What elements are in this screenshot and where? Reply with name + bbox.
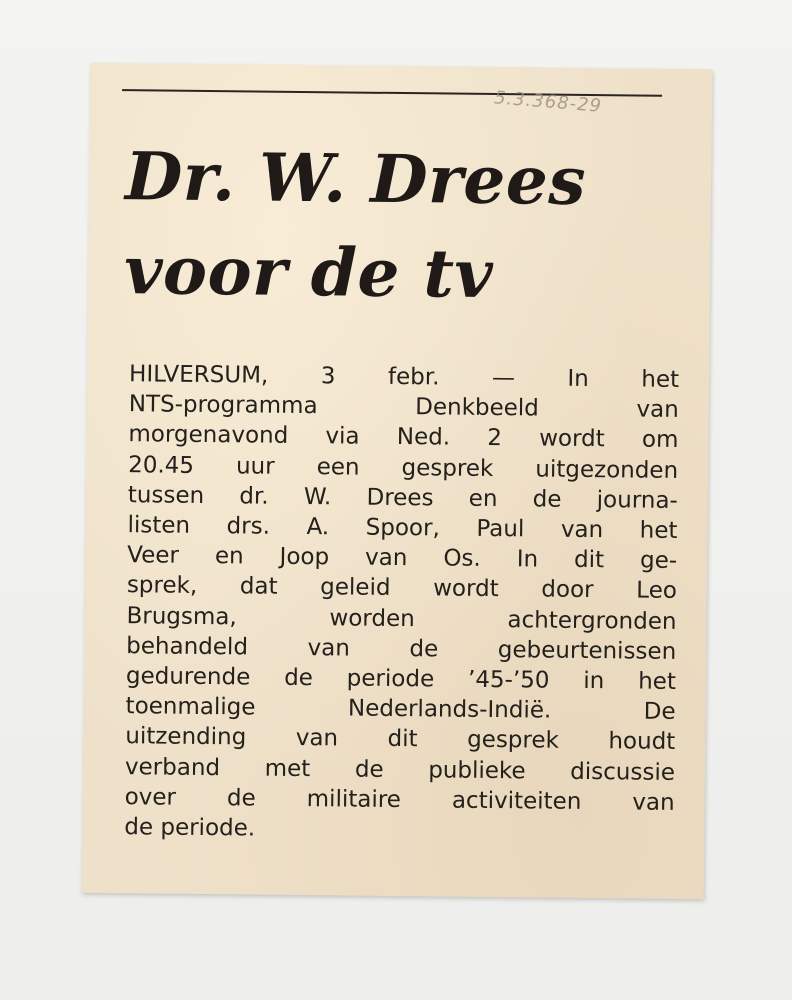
article-line: Veer en Joop van Os. In dit ge- [127,542,678,575]
article-body [124,359,679,848]
headline-line-2: voor de tv [123,231,494,313]
newspaper-clipping [82,63,713,899]
headline-line-1: Dr. W. Drees [124,137,587,220]
article-line: listen drs. A. Spoor, Paul van het [127,512,678,544]
article-line: 20.45 uur een gesprek uitgezonden [128,451,679,484]
article-line: morgenavond via Ned. 2 wordt om [128,421,679,454]
article-line: NTS-programma Denkbeeld van [128,391,679,424]
article-line: de periode. [124,814,256,842]
article-line: gedurende de periode ’45-’50 in het [125,663,677,695]
article-line: uitzending van dit gesprek houdt [125,723,676,756]
headline [124,129,686,323]
article-line: sprek, dat geleid wordt door Leo [126,572,677,605]
archive-pencil-note: 5.3.368-29 [493,87,603,117]
article-line: toenmalige Nederlands-Indië. De [125,693,676,726]
article-line: HILVERSUM, 3 febr. — In het [128,361,680,393]
article-line: behandeld van de gebeurtenissen [126,633,677,665]
article-line: Brugsma, worden achtergronden [126,602,677,635]
article-line: over de militaire activiteiten van [124,784,675,816]
article-line: tussen dr. W. Drees en de journa- [127,481,678,514]
article-line: verband met de publieke discussie [124,753,676,786]
